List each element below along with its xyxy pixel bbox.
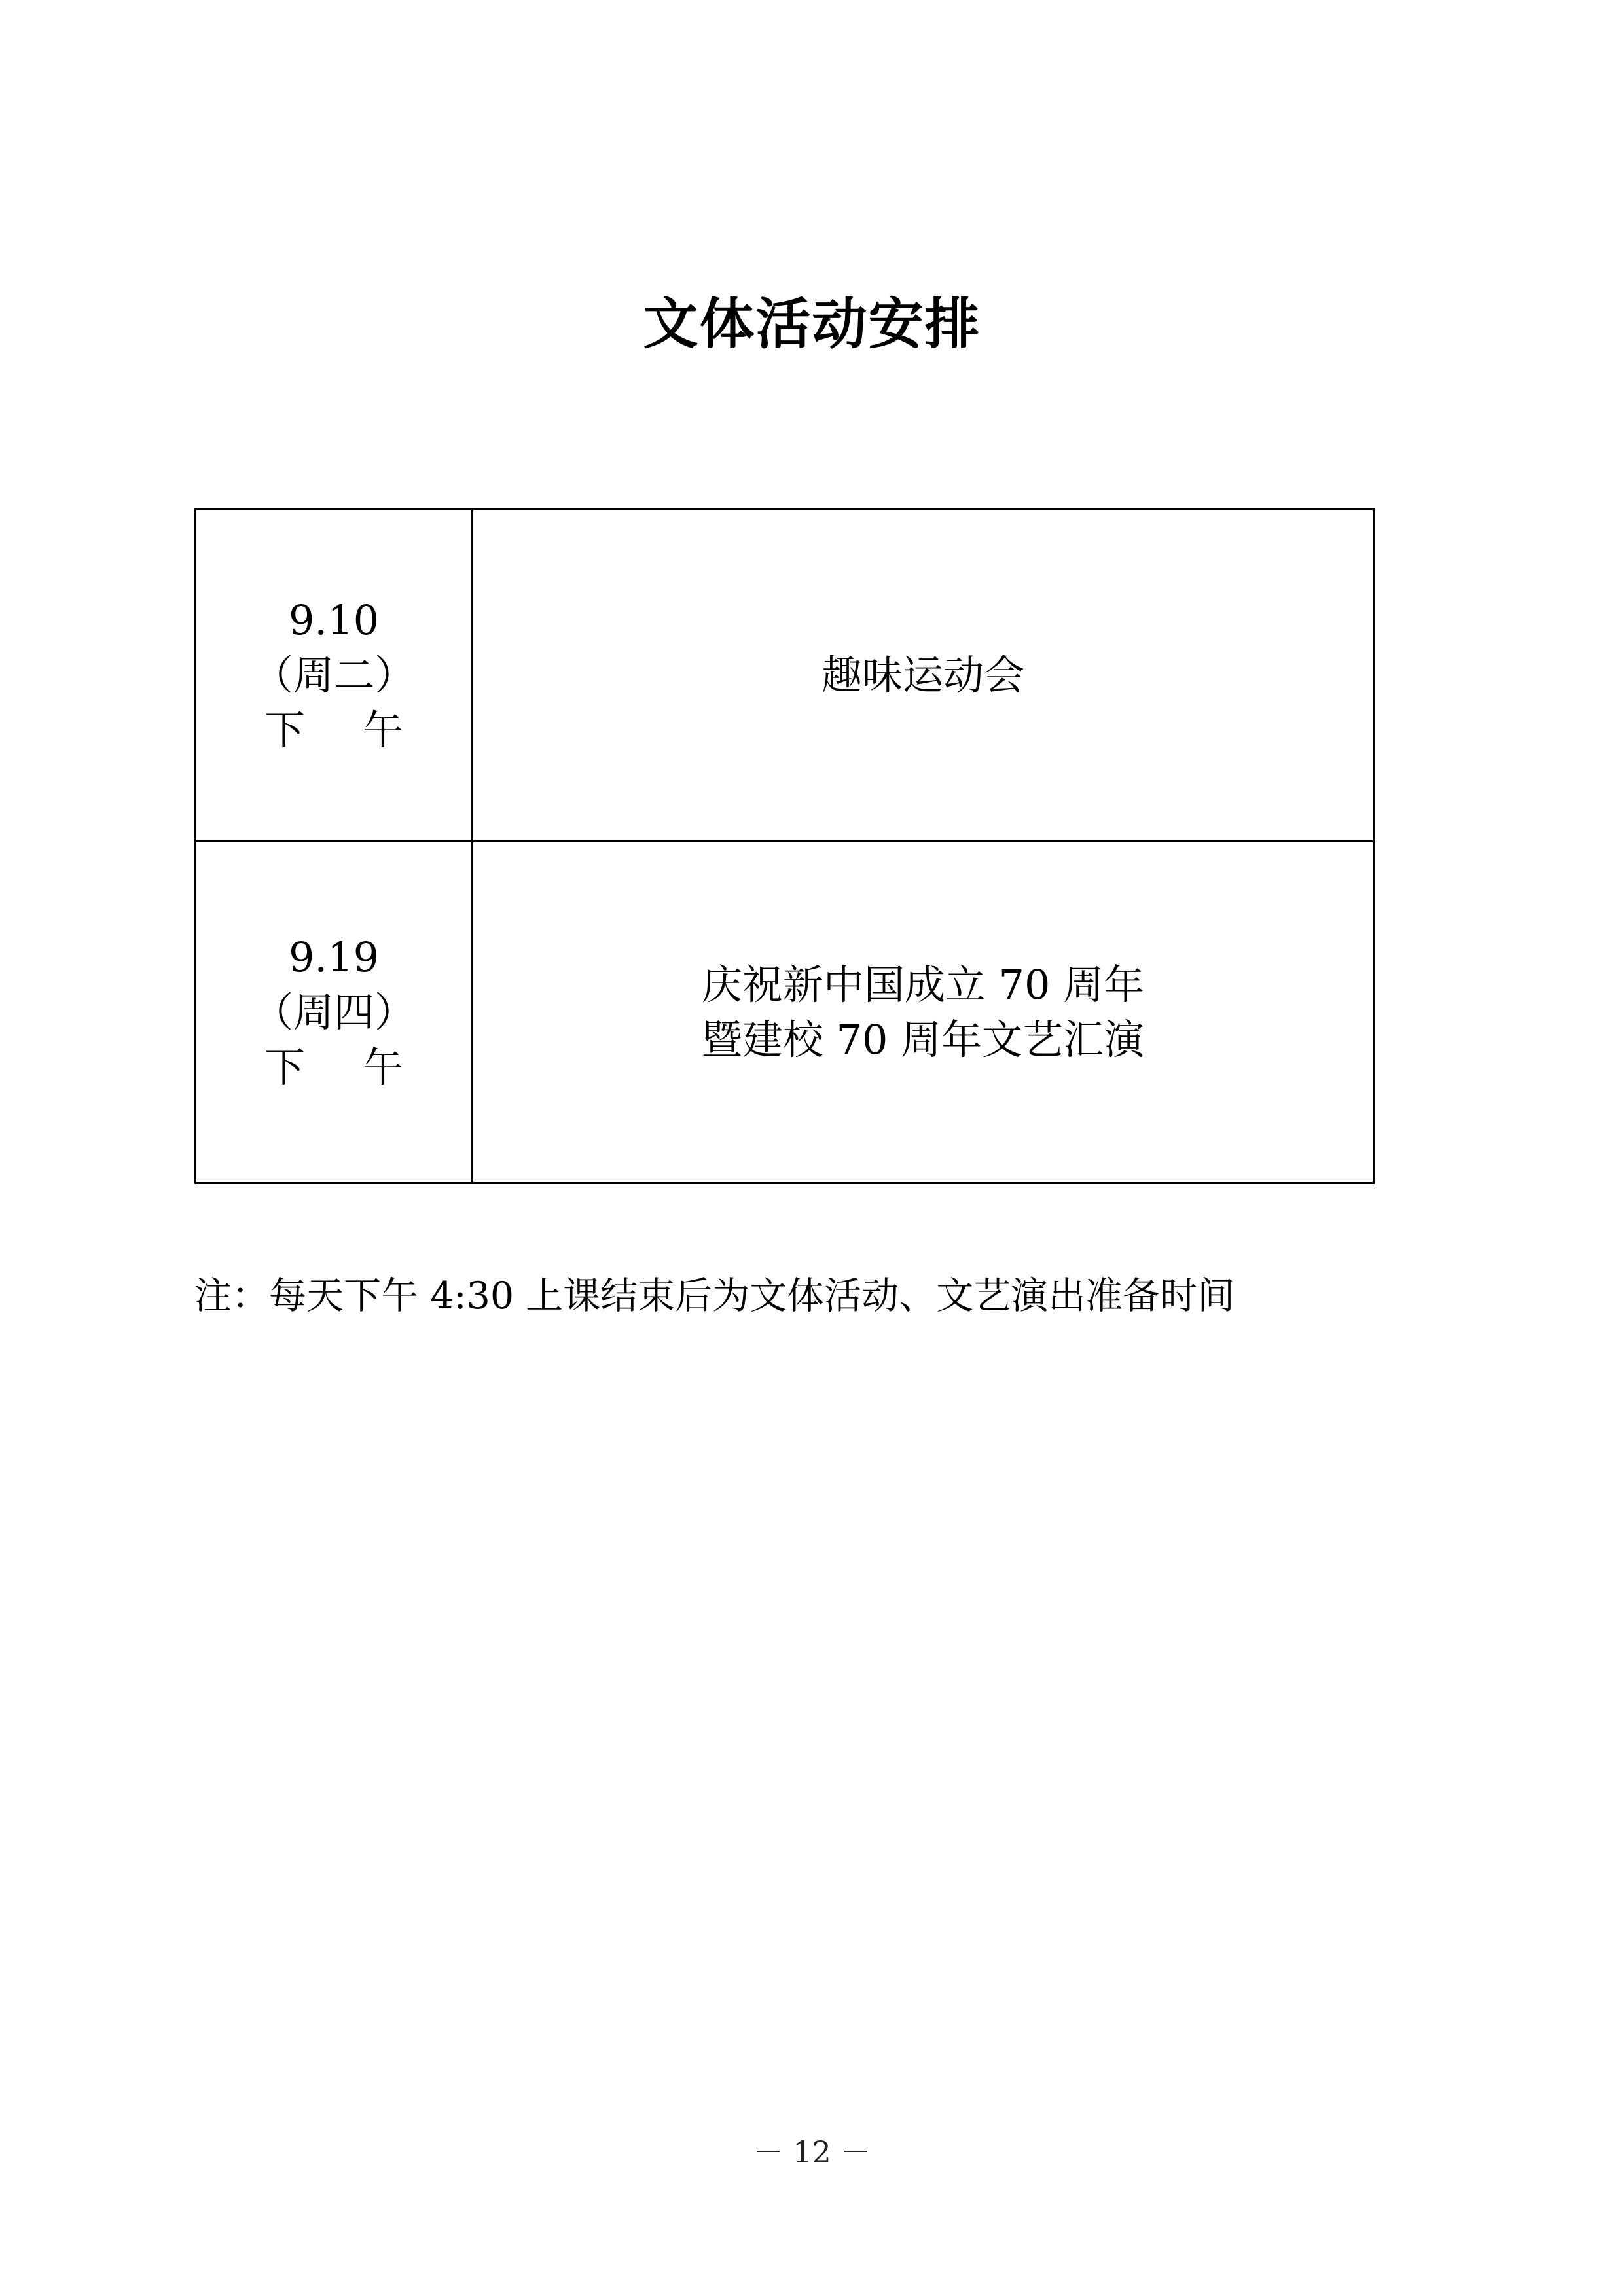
event-cell bbox=[473, 842, 1374, 1183]
time-cell bbox=[196, 842, 473, 1183]
event-text: 趣味运动会 bbox=[821, 651, 1024, 699]
period-text: 下午 bbox=[264, 706, 461, 754]
event-cell bbox=[473, 509, 1374, 842]
page-number: － 12 － bbox=[753, 2134, 871, 2170]
event-text: 暨建校 70 周年文艺汇演 bbox=[701, 1015, 1145, 1064]
time-cell bbox=[196, 509, 473, 842]
period-text: 下午 bbox=[264, 1043, 461, 1091]
footnote: 注：每天下午 4:30 上课结束后为文体活动、文艺演出准备时间 bbox=[194, 1274, 1235, 1318]
table-row bbox=[196, 509, 1374, 842]
page-title: 文体活动安排 bbox=[643, 292, 981, 356]
date-text: 9.19 bbox=[288, 933, 380, 981]
weekday-text: （周四） bbox=[252, 988, 415, 1036]
schedule-table bbox=[194, 508, 1375, 1184]
event-text: 庆祝新中国成立 70 周年 bbox=[701, 960, 1145, 1009]
date-text: 9.10 bbox=[288, 596, 380, 644]
table-row bbox=[196, 842, 1374, 1183]
weekday-text: （周二） bbox=[252, 651, 415, 699]
